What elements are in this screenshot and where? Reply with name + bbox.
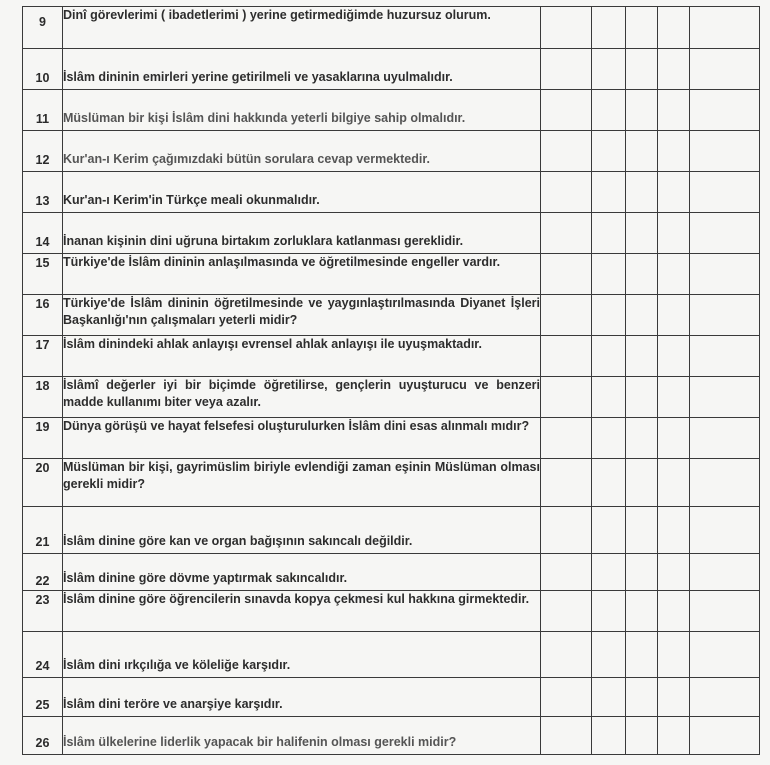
item-statement: Dinî görevlerimi ( ibadetlerimi ) yerine getirmediğimde huzursuz olurum. — [63, 7, 541, 49]
response-cell[interactable] — [541, 172, 592, 213]
table-row — [23, 507, 760, 554]
response-cell[interactable] — [592, 507, 626, 554]
response-cell[interactable] — [541, 295, 592, 336]
item-statement: Müslüman bir kişi, gayrimüslim biriyle evlendiği zaman eşinin Müslüman olması gerekli midir? — [63, 459, 541, 507]
item-number: 16 — [23, 295, 63, 336]
item-number: 24 — [23, 632, 63, 678]
response-cell[interactable] — [541, 459, 592, 507]
response-cell[interactable] — [541, 632, 592, 678]
response-cell[interactable] — [626, 90, 658, 131]
response-cell[interactable] — [592, 49, 626, 90]
item-statement: İslâm dinine göre dövme yaptırmak sakıncalıdır. — [63, 554, 541, 591]
response-cell[interactable] — [658, 632, 690, 678]
response-cell[interactable] — [690, 507, 760, 554]
item-statement: İslâm dini ırkçılığa ve köleliğe karşıdır. — [63, 632, 541, 678]
response-cell[interactable] — [626, 295, 658, 336]
item-statement: İslâm dinine göre öğrencilerin sınavda kopya çekmesi kul hakkına girmektedir. — [63, 591, 541, 632]
table-row — [23, 678, 760, 717]
response-cell[interactable] — [592, 295, 626, 336]
response-cell[interactable] — [626, 131, 658, 172]
table-row — [23, 554, 760, 591]
item-statement: İslâm dinine göre kan ve organ bağışının sakıncalı değildir. — [63, 507, 541, 554]
response-cell[interactable] — [626, 678, 658, 717]
response-cell[interactable] — [626, 213, 658, 254]
questionnaire-table — [22, 6, 760, 755]
item-number: 19 — [23, 418, 63, 459]
response-cell[interactable] — [626, 254, 658, 295]
response-cell[interactable] — [690, 459, 760, 507]
response-cell[interactable] — [592, 678, 626, 717]
response-cell[interactable] — [690, 254, 760, 295]
response-cell[interactable] — [690, 213, 760, 254]
response-cell[interactable] — [541, 418, 592, 459]
table-row — [23, 418, 760, 459]
response-cell[interactable] — [541, 717, 592, 755]
response-cell[interactable] — [592, 459, 626, 507]
item-number: 22 — [23, 554, 63, 591]
response-cell[interactable] — [658, 213, 690, 254]
item-number: 17 — [23, 336, 63, 377]
response-cell[interactable] — [690, 336, 760, 377]
response-cell[interactable] — [592, 591, 626, 632]
response-cell[interactable] — [658, 507, 690, 554]
item-statement: Kur'an-ı Kerim'in Türkçe meali okunmalıdır. — [63, 172, 541, 213]
response-cell[interactable] — [592, 90, 626, 131]
table-row — [23, 377, 760, 418]
table-row — [23, 213, 760, 254]
table-row — [23, 459, 760, 507]
table-row — [23, 254, 760, 295]
item-number: 13 — [23, 172, 63, 213]
response-cell[interactable] — [658, 254, 690, 295]
response-cell[interactable] — [626, 632, 658, 678]
item-statement: Kur'an-ı Kerim çağımızdaki bütün sorulara cevap vermektedir. — [63, 131, 541, 172]
response-cell[interactable] — [541, 254, 592, 295]
table-row — [23, 49, 760, 90]
table-row — [23, 717, 760, 755]
response-cell[interactable] — [690, 172, 760, 213]
item-number: 9 — [23, 7, 63, 49]
response-cell[interactable] — [592, 418, 626, 459]
response-cell[interactable] — [626, 459, 658, 507]
item-statement: İslâm dinindeki ahlak anlayışı evrensel ahlak anlayışı ile uyuşmaktadır. — [63, 336, 541, 377]
table-row — [23, 90, 760, 131]
response-cell[interactable] — [690, 7, 760, 49]
item-number: 18 — [23, 377, 63, 418]
response-cell[interactable] — [626, 7, 658, 49]
response-cell[interactable] — [658, 295, 690, 336]
item-number: 15 — [23, 254, 63, 295]
response-cell[interactable] — [658, 90, 690, 131]
response-cell[interactable] — [626, 717, 658, 755]
response-cell[interactable] — [658, 336, 690, 377]
response-cell[interactable] — [541, 7, 592, 49]
response-cell[interactable] — [658, 554, 690, 591]
response-cell[interactable] — [592, 377, 626, 418]
response-cell[interactable] — [541, 591, 592, 632]
response-cell[interactable] — [541, 507, 592, 554]
table-row — [23, 7, 760, 49]
table-row — [23, 632, 760, 678]
response-cell[interactable] — [626, 336, 658, 377]
item-number: 14 — [23, 213, 63, 254]
response-cell[interactable] — [690, 377, 760, 418]
item-statement: İslâm dini teröre ve anarşiye karşıdır. — [63, 678, 541, 717]
response-cell[interactable] — [690, 554, 760, 591]
response-cell[interactable] — [690, 632, 760, 678]
response-cell[interactable] — [690, 678, 760, 717]
item-number: 26 — [23, 717, 63, 755]
response-cell[interactable] — [592, 7, 626, 49]
response-cell[interactable] — [626, 591, 658, 632]
item-statement: Türkiye'de İslâm dininin öğretilmesinde ve yaygınlaştırılmasında Diyanet İşleri Başkanlığı'nın çalışmaları yeterli midir? — [63, 295, 541, 336]
response-cell[interactable] — [658, 131, 690, 172]
table-row — [23, 172, 760, 213]
response-cell[interactable] — [592, 632, 626, 678]
response-cell[interactable] — [541, 336, 592, 377]
item-number: 21 — [23, 507, 63, 554]
response-cell[interactable] — [626, 49, 658, 90]
response-cell[interactable] — [658, 717, 690, 755]
response-cell[interactable] — [690, 591, 760, 632]
response-cell[interactable] — [658, 377, 690, 418]
response-cell[interactable] — [541, 554, 592, 591]
response-cell[interactable] — [541, 49, 592, 90]
table-row — [23, 336, 760, 377]
item-statement: İslâmî değerler iyi bir biçimde öğretilirse, gençlerin uyuşturucu ve benzeri madde kullanımı biter veya azalır. — [63, 377, 541, 418]
response-cell[interactable] — [690, 49, 760, 90]
item-statement: Türkiye'de İslâm dininin anlaşılmasında ve öğretilmesinde engeller vardır. — [63, 254, 541, 295]
response-cell[interactable] — [592, 254, 626, 295]
response-cell[interactable] — [690, 131, 760, 172]
response-cell[interactable] — [658, 49, 690, 90]
response-cell[interactable] — [658, 172, 690, 213]
response-cell[interactable] — [592, 131, 626, 172]
table-row — [23, 295, 760, 336]
item-statement: İslâm ülkelerine liderlik yapacak bir halifenin olması gerekli midir? — [63, 717, 541, 755]
item-number: 12 — [23, 131, 63, 172]
response-cell[interactable] — [658, 591, 690, 632]
response-cell[interactable] — [658, 459, 690, 507]
response-cell[interactable] — [592, 213, 626, 254]
response-cell[interactable] — [592, 336, 626, 377]
response-cell[interactable] — [690, 90, 760, 131]
table-row — [23, 131, 760, 172]
response-cell[interactable] — [541, 377, 592, 418]
item-statement: İslâm dininin emirleri yerine getirilmeli ve yasaklarına uyulmalıdır. — [63, 49, 541, 90]
response-cell[interactable] — [541, 90, 592, 131]
response-cell[interactable] — [626, 377, 658, 418]
response-cell[interactable] — [592, 717, 626, 755]
item-number: 11 — [23, 90, 63, 131]
response-cell[interactable] — [690, 717, 760, 755]
response-cell[interactable] — [592, 172, 626, 213]
response-cell[interactable] — [658, 418, 690, 459]
item-number: 23 — [23, 591, 63, 632]
response-cell[interactable] — [541, 213, 592, 254]
item-number: 20 — [23, 459, 63, 507]
response-cell[interactable] — [690, 418, 760, 459]
response-cell[interactable] — [541, 678, 592, 717]
item-statement: İnanan kişinin dini uğruna birtakım zorluklara katlanması gereklidir. — [63, 213, 541, 254]
response-cell[interactable] — [626, 554, 658, 591]
response-cell[interactable] — [541, 131, 592, 172]
item-statement: Müslüman bir kişi İslâm dini hakkında yeterli bilgiye sahip olmalıdır. — [63, 90, 541, 131]
response-cell[interactable] — [592, 554, 626, 591]
item-number: 10 — [23, 49, 63, 90]
response-cell[interactable] — [658, 7, 690, 49]
table-row — [23, 591, 760, 632]
response-cell[interactable] — [658, 678, 690, 717]
response-cell[interactable] — [690, 295, 760, 336]
response-cell[interactable] — [626, 172, 658, 213]
response-cell[interactable] — [626, 418, 658, 459]
response-cell[interactable] — [626, 507, 658, 554]
item-statement: Dünya görüşü ve hayat felsefesi oluşturulurken İslâm dini esas alınmalı mıdır? — [63, 418, 541, 459]
item-number: 25 — [23, 678, 63, 717]
